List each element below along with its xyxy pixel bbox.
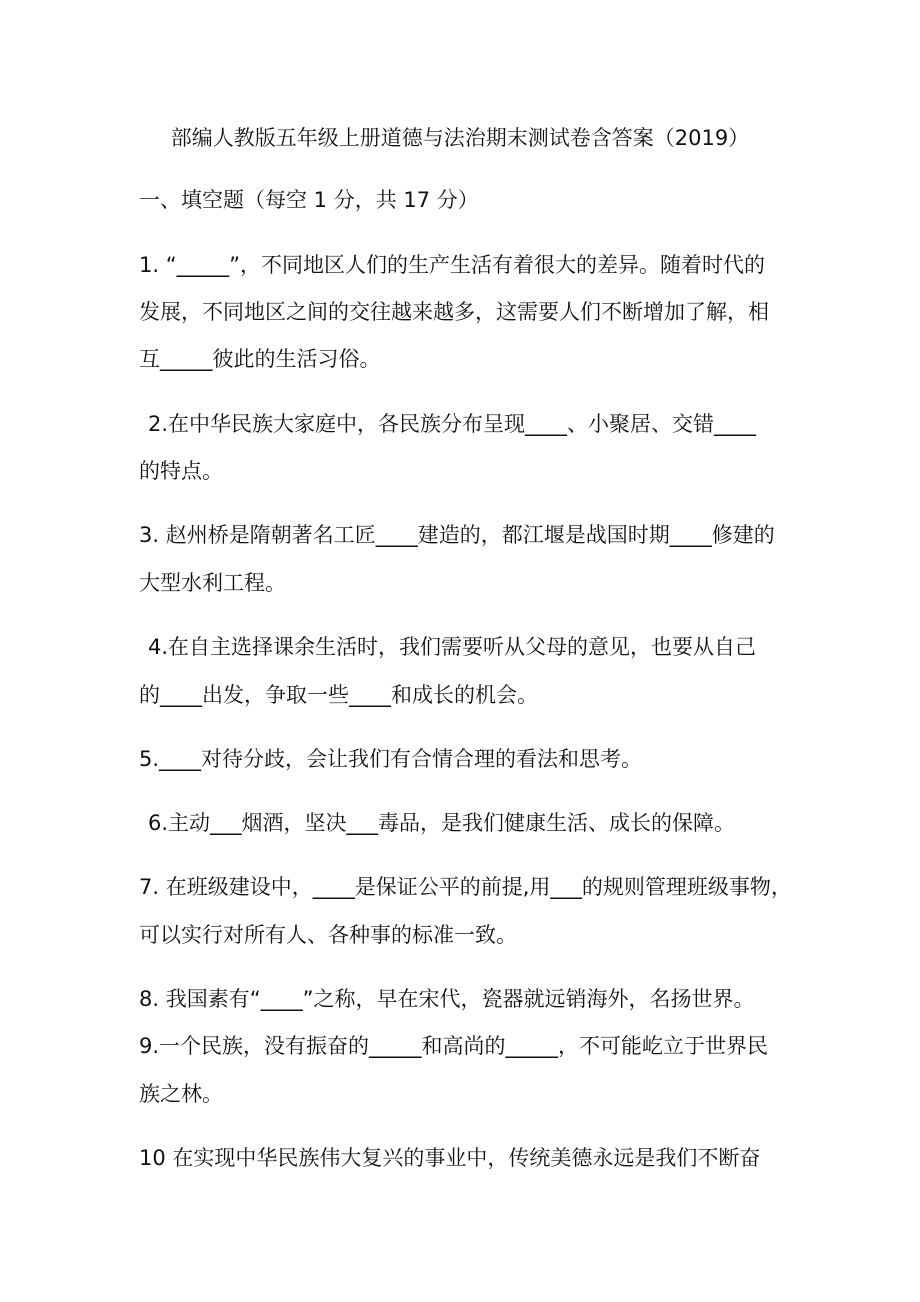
question-2-line-2: 的特点。 [139, 459, 223, 483]
section-heading: 一、填空题（每空 1 分，共 17 分） [139, 188, 479, 212]
question-5-line: 5.____对待分歧，会让我们有合情合理的看法和思考。 [139, 747, 643, 771]
question-10-line-1: 10 在实现中华民族伟大复兴的事业中，传统美德永远是我们不断奋 [139, 1146, 761, 1170]
question-7-line-2: 可以实行对所有人、各种事的标准一致。 [139, 923, 517, 947]
question-2-line-1: 2.在中华民族大家庭中，各民族分布呈现____、小聚居、交错____ [148, 412, 757, 436]
question-1-line-3: 互_____彼此的生活习俗。 [139, 347, 381, 371]
question-1-line-1: 1. “_____”，不同地区人们的生产生活有着很大的差异。随着时代的 [139, 253, 765, 277]
question-9-line-1: 9.一个民族，没有振奋的_____和高尚的_____，不可能屹立于世界民 [139, 1034, 769, 1058]
question-4-line-1: 4.在自主选择课余生活时，我们需要听从父母的意见，也要从自己 [148, 635, 757, 659]
question-8-line: 8. 我国素有“____”之称，早在宋代，瓷器就远销海外，名扬世界。 [139, 987, 755, 1011]
question-3-line-1: 3. 赵州桥是隋朝著名工匠____建造的，都江堰是战国时期____修建的 [139, 523, 775, 547]
question-3-line-2: 大型水利工程。 [139, 571, 286, 595]
document-title: 部编人教版五年级上册道德与法治期末测试卷含答案（2019） [170, 126, 750, 150]
question-4-line-2: 的____出发，争取一些____和成长的机会。 [139, 683, 538, 707]
question-6-line: 6.主动___烟酒，坚决___毒品，是我们健康生活、成长的保障。 [148, 811, 736, 835]
question-9-line-2: 族之林。 [139, 1082, 223, 1106]
question-1-line-2: 发展，不同地区之间的交往越来越多，这需要人们不断增加了解，相 [139, 300, 769, 324]
question-7-line-1: 7. 在班级建设中，____是保证公平的前提,用___的规则管理班级事物， [139, 875, 792, 899]
